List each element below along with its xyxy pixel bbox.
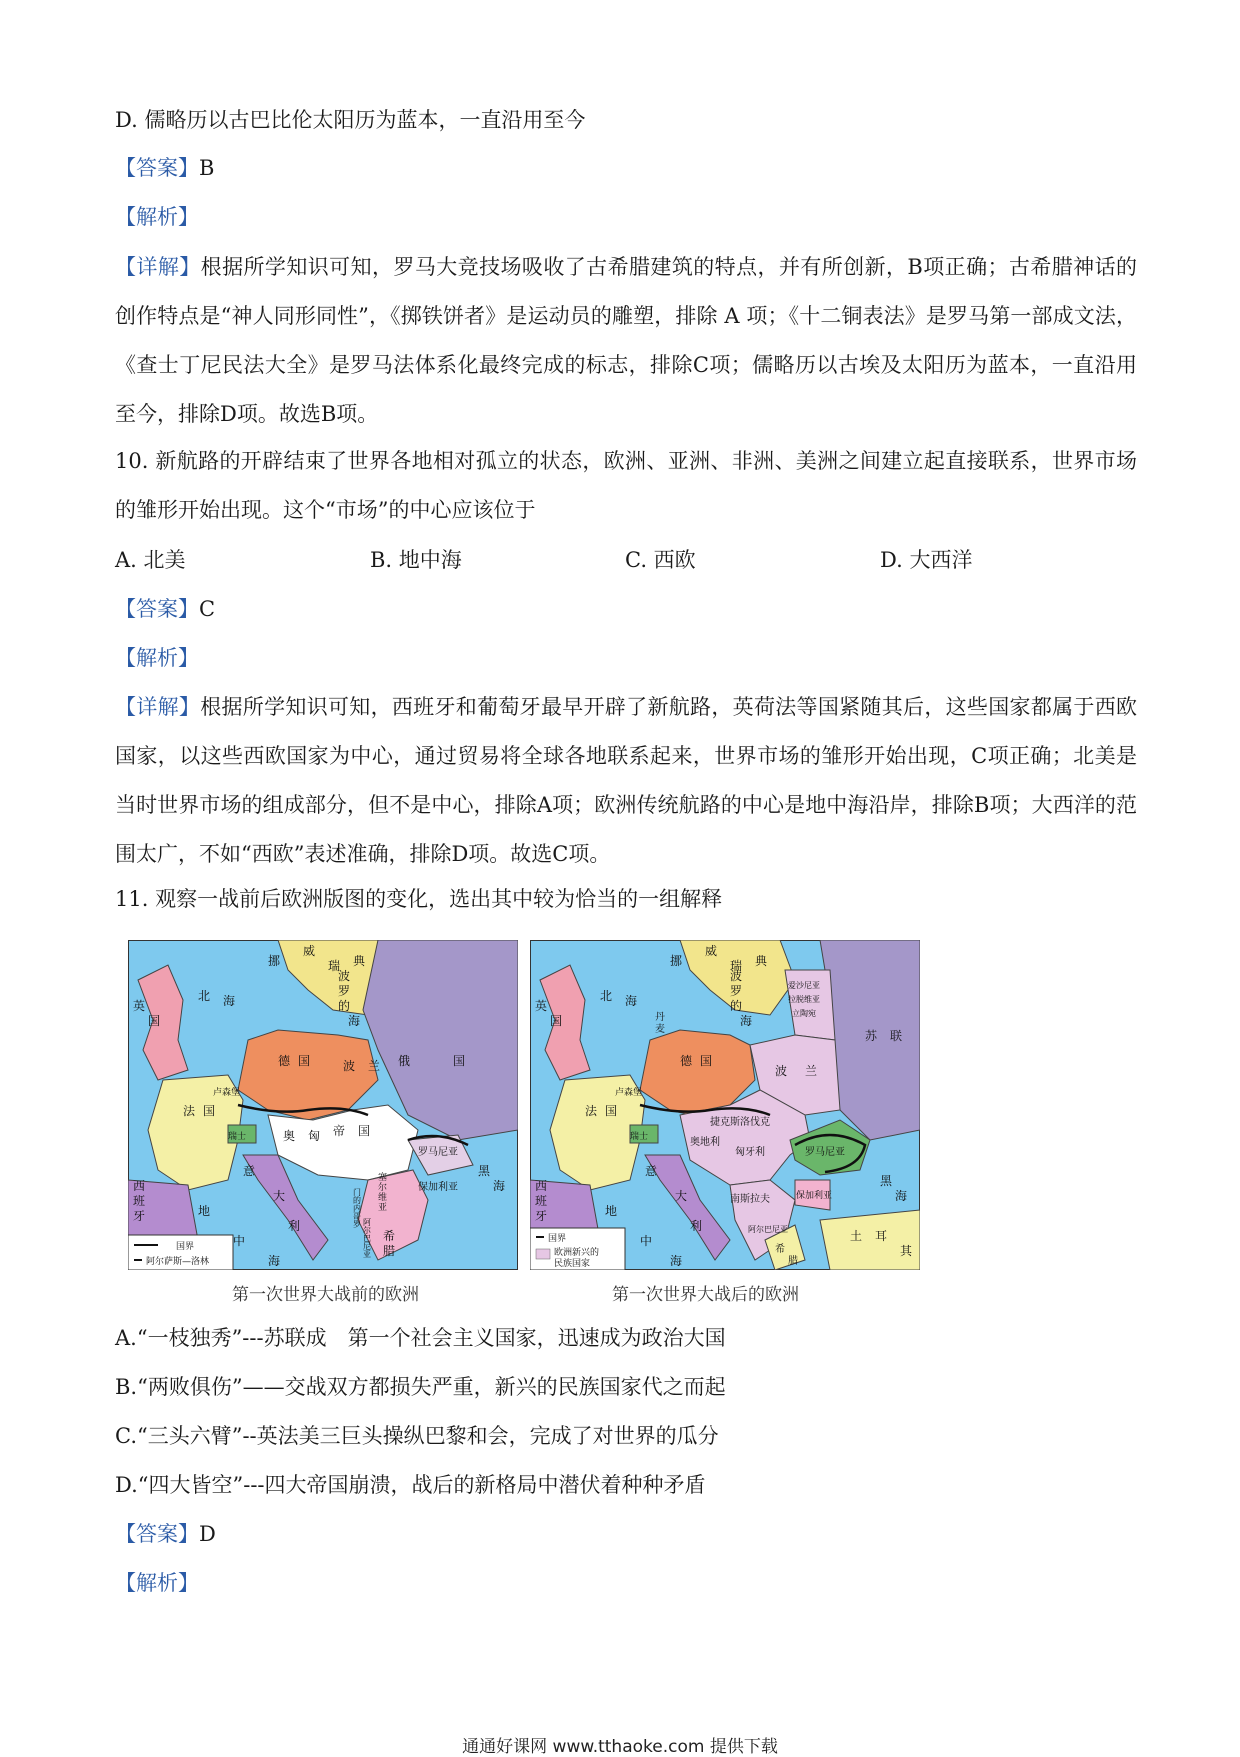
map-label: 班 xyxy=(535,1194,548,1208)
q11-option-c: C.“三头六臂”--英法美三巨头操纵巴黎和会，完成了对世界的瓜分 xyxy=(115,1424,719,1448)
q10-stem: 10. 新航路的开辟结束了世界各地相对孤立的状态，欧洲、亚洲、非洲、美洲之间建立起直接联系，世界市场的雏形开始出现。这个“市场”的中心应该位于 xyxy=(115,449,1137,522)
map-label: 瑞 xyxy=(328,959,341,973)
q10-option-d: D. 大西洋 xyxy=(880,548,973,572)
map-label: 希 xyxy=(775,1244,785,1255)
map-label: 腊 xyxy=(383,1244,396,1258)
map-after-caption: 第一次世界大战后的欧洲 xyxy=(612,1285,799,1305)
q11-answer-row xyxy=(115,1520,216,1548)
q11-stem: 11. 观察一战前后欧洲版图的变化，选出其中较为恰当的一组解释 xyxy=(115,887,723,911)
map-label: 腊 xyxy=(788,1256,798,1267)
map-label: 瑞士 xyxy=(630,1132,649,1142)
turkey-region xyxy=(820,1210,920,1270)
map-label: 中 xyxy=(233,1234,246,1248)
map-label: 海 xyxy=(348,1014,361,1028)
q11-option-a: A.“一枝独秀”---苏联成 第一个社会主义国家，迅速成为政治大国 xyxy=(115,1326,726,1350)
map-label: 地 xyxy=(605,1204,618,1218)
map-label: 瑞 xyxy=(730,959,743,973)
map-label: 利 xyxy=(690,1219,703,1233)
map-label: 国 xyxy=(605,1104,618,1118)
q9-analysis-tag xyxy=(115,203,199,231)
q9-detail xyxy=(115,243,1137,439)
map-label: 阿 xyxy=(363,1218,371,1227)
map-label: 哥 xyxy=(353,1212,361,1221)
detail-tag: 【详解】 xyxy=(115,255,201,279)
map-label: 大 xyxy=(675,1189,688,1203)
legend-new-states-swatch xyxy=(536,1249,550,1259)
map-label: 拉脱维亚 xyxy=(788,995,820,1004)
map-label: 国 xyxy=(700,1054,713,1068)
q10-answer-row xyxy=(115,595,215,623)
map-label: 典 xyxy=(755,954,768,968)
answer-tag: 【答案】 xyxy=(115,156,199,180)
map-label: 内 xyxy=(353,1204,361,1213)
map-label: 黑 xyxy=(880,1174,893,1188)
map-label: 亚 xyxy=(378,1203,388,1213)
map-label: 挪 xyxy=(670,954,683,968)
map-label: 兰 xyxy=(805,1064,818,1078)
map-label: 尔 xyxy=(363,1226,371,1235)
answer-tag: 【答案】 xyxy=(115,597,199,621)
map-label: 国 xyxy=(148,1014,161,1028)
map-label: 罗 xyxy=(338,984,351,998)
map-label: 地 xyxy=(198,1204,211,1218)
map-label: 奥 xyxy=(283,1129,296,1143)
map-label: 联 xyxy=(890,1029,903,1043)
map-label: 的 xyxy=(338,999,351,1013)
map-label: 维 xyxy=(378,1193,388,1203)
map-label: 兰 xyxy=(368,1059,381,1073)
map-label: 波 xyxy=(775,1064,788,1078)
map-label: 塞 xyxy=(378,1173,388,1183)
map-label: 意 xyxy=(243,1164,256,1178)
analysis-tag: 【解析】 xyxy=(115,1571,199,1595)
map-label: 法 xyxy=(183,1104,196,1118)
map-label: 门 xyxy=(353,1188,361,1197)
map-label: 北 xyxy=(600,989,613,1003)
map-before-caption: 第一次世界大战前的欧洲 xyxy=(232,1285,419,1305)
map-label: 瑞士 xyxy=(228,1132,247,1142)
q10-option-b: B. 地中海 xyxy=(370,548,462,572)
map-label: 耳 xyxy=(875,1229,888,1243)
map-label: 匈 xyxy=(308,1129,321,1143)
map-label: 丹 xyxy=(655,1012,665,1023)
map-label: 立陶宛 xyxy=(792,1009,816,1018)
map-label: 罗马尼亚 xyxy=(805,1147,845,1158)
map-label: 尼 xyxy=(363,1242,371,1251)
q9-option-d: D. 儒略历以古巴比伦太阳历为蓝本，一直沿用至今 xyxy=(115,108,586,132)
map-label: 意 xyxy=(645,1164,658,1178)
map-label: 帝 xyxy=(333,1124,346,1138)
map-after-svg xyxy=(530,940,920,1270)
answer-value: C xyxy=(199,597,216,621)
map-label: 卢森堡 xyxy=(615,1088,643,1098)
map-label: 法 xyxy=(585,1104,598,1118)
map-label: 卢森堡 xyxy=(213,1088,241,1098)
map-label: 波 xyxy=(730,969,743,983)
map-label: 罗 xyxy=(353,1220,361,1229)
q10-option-c: C. 西欧 xyxy=(625,548,696,572)
map-label: 班 xyxy=(133,1194,146,1208)
analysis-tag: 【解析】 xyxy=(115,205,199,229)
map-label: 中 xyxy=(640,1234,653,1248)
map-after-ww1 xyxy=(530,940,920,1274)
map-label: 麦 xyxy=(655,1024,665,1035)
q11-option-b: B.“两败俱伤”——交战双方都损失严重，新兴的民族国家代之而起 xyxy=(115,1375,726,1399)
map-label: 土 xyxy=(850,1229,863,1243)
legend-label: 民族国家 xyxy=(554,1259,591,1269)
map-label: 波 xyxy=(338,969,351,983)
map-label: 保加利亚 xyxy=(418,1182,458,1193)
map-legend xyxy=(128,1235,233,1270)
map-label: 黑 xyxy=(478,1164,491,1178)
map-label: 国 xyxy=(453,1054,466,1068)
map-label: 国 xyxy=(203,1104,216,1118)
map-label: 的 xyxy=(730,999,743,1013)
map-label: 保加利亚 xyxy=(796,1191,833,1201)
answer-tag: 【答案】 xyxy=(115,1522,199,1546)
map-label: 俄 xyxy=(398,1054,411,1068)
map-label: 典 xyxy=(353,954,366,968)
answer-value: B xyxy=(199,156,215,180)
map-label: 海 xyxy=(625,994,638,1008)
q11-option-d: D.“四大皆空”---四大帝国崩溃，战后的新格局中潜伏着种种矛盾 xyxy=(115,1473,706,1497)
legend-label: 欧洲新兴的 xyxy=(554,1248,600,1258)
map-label: 奥地利 xyxy=(690,1137,720,1148)
map-label: 的 xyxy=(353,1196,361,1205)
map-label: 牙 xyxy=(133,1209,146,1223)
map-label: 大 xyxy=(273,1189,286,1203)
map-label: 国 xyxy=(358,1124,371,1138)
detail-text: 根据所学知识可知，西班牙和葡萄牙最早开辟了新航路，英荷法等国紧随其后，这些国家都属于西欧国家，以这些西欧国家为中心，通过贸易将全球各地联系起来，世界市场的雏形开始出现，C项正确；北美是当时世界市场的组成部分，但不是中心，排除A项；欧洲传统航路的中心是地中海沿岸，排除B项；大西洋的范围太广，不如“西欧”表述准确，排除D项。故选C项。 xyxy=(115,695,1138,866)
map-label: 罗马尼亚 xyxy=(418,1147,458,1158)
answer-value: D xyxy=(199,1522,216,1546)
map-before-svg xyxy=(128,940,518,1270)
map-label: 德 xyxy=(278,1054,291,1068)
map-label: 其 xyxy=(900,1244,913,1258)
q10-analysis-tag xyxy=(115,644,199,672)
map-label: 亚 xyxy=(363,1250,371,1259)
map-label: 国 xyxy=(550,1014,563,1028)
map-label: 威 xyxy=(303,944,316,958)
map-label: 苏 xyxy=(865,1029,878,1043)
map-label: 北 xyxy=(198,989,211,1003)
map-label: 牙 xyxy=(535,1209,548,1223)
map-label: 海 xyxy=(223,994,236,1008)
page-footer: 通通好课网 www.tthaoke.com 提供下载 xyxy=(462,1737,778,1757)
map-before-ww1 xyxy=(128,940,518,1274)
map-label: 罗 xyxy=(730,984,743,998)
q10-detail xyxy=(115,683,1137,879)
q10-option-a: A. 北美 xyxy=(115,548,186,572)
map-label: 海 xyxy=(268,1254,281,1268)
map-label: 巴 xyxy=(363,1234,371,1243)
map-label: 海 xyxy=(740,1014,753,1028)
detail-tag: 【详解】 xyxy=(115,695,201,719)
detail-text: 根据所学知识可知，罗马大竞技场吸收了古希腊建筑的特点，并有所创新，B项正确；古希腊神话的创作特点是“神人同形同性”，《掷铁饼者》是运动员的雕塑，排除 A 项；《十二铜表法》是罗马第一部成文法，《查士丁尼民法大全》是罗马法体系化最终完成的标志，排除C项；儒略历以古埃及太阳历为蓝本，一直沿用至今，排除D项。故选B项。 xyxy=(115,255,1137,426)
map-legend xyxy=(530,1228,625,1270)
map-label: 阿尔巴尼亚 xyxy=(748,1225,788,1234)
map-label: 捷克斯洛伐克 xyxy=(710,1117,770,1128)
map-label: 挪 xyxy=(268,954,281,968)
q11-analysis-tag xyxy=(115,1569,199,1597)
map-label: 国 xyxy=(298,1054,311,1068)
map-label: 希 xyxy=(383,1229,396,1243)
legend-label: 阿尔萨斯—洛林 xyxy=(146,1257,210,1267)
map-label: 海 xyxy=(670,1254,683,1268)
map-label: 海 xyxy=(493,1179,506,1193)
map-label: 英 xyxy=(535,999,548,1013)
map-label: 威 xyxy=(705,944,718,958)
map-label: 尔 xyxy=(378,1183,388,1193)
map-label: 西 xyxy=(535,1179,548,1193)
map-label: 海 xyxy=(895,1189,908,1203)
map-label: 南斯拉夫 xyxy=(730,1194,770,1205)
map-label: 波 xyxy=(343,1059,356,1073)
q9-answer-row xyxy=(115,154,214,182)
legend-label: 国界 xyxy=(176,1242,195,1252)
map-label: 匈牙利 xyxy=(735,1147,765,1158)
legend-label: 国界 xyxy=(548,1234,567,1244)
map-label: 英 xyxy=(133,999,146,1013)
map-label: 利 xyxy=(288,1219,301,1233)
map-label: 德 xyxy=(680,1054,693,1068)
analysis-tag: 【解析】 xyxy=(115,646,199,670)
map-label: 西 xyxy=(133,1179,146,1193)
map-label: 爱沙尼亚 xyxy=(788,981,820,990)
